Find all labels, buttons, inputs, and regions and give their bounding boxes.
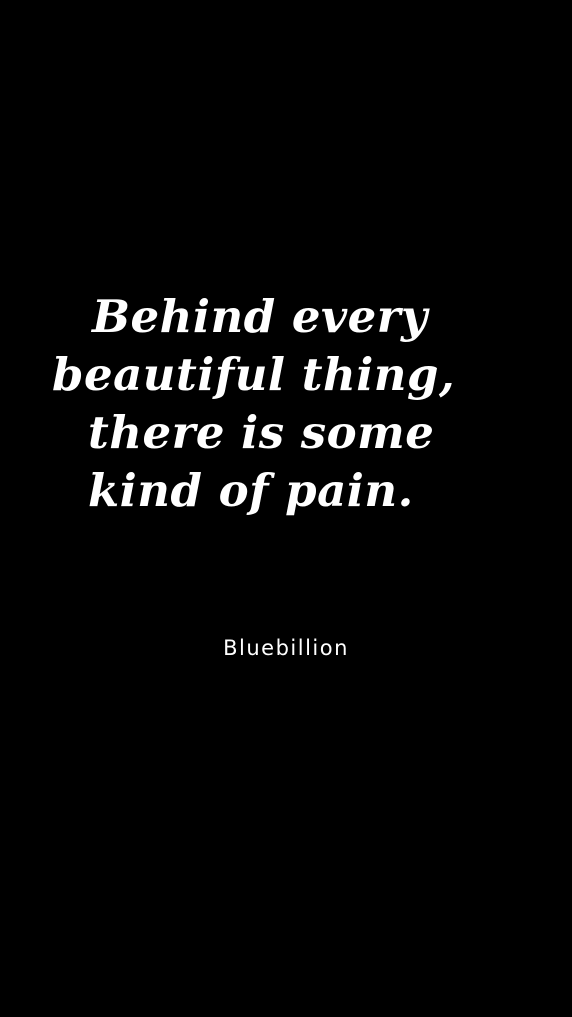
quote-line-3: there is some — [88, 406, 435, 459]
quote-text — [0, 288, 572, 520]
quote-author: Bluebillion — [223, 636, 349, 660]
quote-line-1: Behind every — [92, 290, 428, 343]
quote-line-4: kind of pain. — [88, 464, 414, 517]
quote-line-2: beautiful thing, — [52, 348, 456, 401]
